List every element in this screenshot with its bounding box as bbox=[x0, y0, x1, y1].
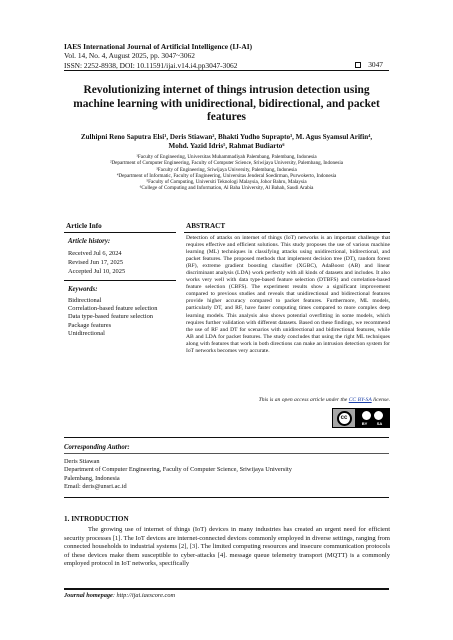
abstract-rule bbox=[184, 232, 390, 233]
introduction-heading: 1. INTRODUCTION bbox=[64, 515, 129, 523]
corresponding-rule-top bbox=[64, 437, 389, 438]
keyword-item: Correlation-based feature selection bbox=[68, 305, 158, 313]
header-divider bbox=[64, 70, 389, 71]
license-text: This is an open access article under the bbox=[258, 397, 348, 403]
abstract-heading: ABSTRACT bbox=[186, 222, 226, 230]
affiliation-5: ⁵Faculty of Computing, Universiti Teknologi Malaysia, Johor Bahru, Malaysia bbox=[146, 179, 307, 185]
square-icon bbox=[355, 62, 361, 68]
article-history-title: Article history: bbox=[68, 238, 111, 245]
article-info-rule bbox=[64, 232, 176, 233]
volume-line: Vol. 14, No. 4, August 2025, pp. 3047~3062 bbox=[64, 51, 195, 61]
keyword-item: Package features bbox=[68, 321, 112, 329]
introduction-body bbox=[64, 526, 390, 569]
page-number: 3047 bbox=[368, 60, 383, 69]
affiliation-6: ⁶College of Computing and Information, Al Baha University, Al Bahah, Saudi Arabia bbox=[139, 185, 314, 192]
corresponding-dept: Department of Computer Engineering, Faculty of Computer Science, Sriwijaya University bbox=[64, 466, 292, 474]
affiliation-3: ³Faculty of Engineering, Sriwijaya University, Palembang, Indonesia bbox=[156, 166, 297, 173]
keyword-item: Data type-based feature selection bbox=[68, 313, 153, 321]
footer-rule bbox=[64, 588, 389, 590]
history-divider bbox=[64, 280, 176, 281]
keyword-item: Unidirectional bbox=[68, 329, 105, 337]
affiliation-2: ²Department of Computer Engineering, Faculty of Computer Science, Sriwijaya University, Palembang, Indonesia bbox=[109, 160, 344, 167]
corresponding-details bbox=[64, 458, 292, 491]
corresponding-city: Palembang, Indonesia bbox=[64, 474, 120, 482]
badge-by-label: BY bbox=[361, 421, 368, 426]
corresponding-rule-bottom bbox=[64, 497, 389, 498]
footer-label: Journal homepage bbox=[64, 592, 113, 599]
corresponding-email: Email: deris@unsri.ac.id bbox=[64, 482, 127, 490]
affiliations bbox=[70, 154, 383, 192]
person-icon bbox=[362, 411, 371, 420]
badge-sa-label: SA bbox=[376, 421, 383, 426]
corresponding-heading: Corresponding Author: bbox=[64, 444, 130, 451]
affiliation-1: ¹Faculty of Engineering, Universitas Muhammadiyah Palembang, Palembang, Indonesia bbox=[136, 154, 317, 160]
accepted-date: Accepted Jul 10, 2025 bbox=[68, 267, 126, 275]
cc-icon: cc bbox=[337, 411, 352, 426]
license-end: license. bbox=[373, 397, 390, 403]
received-date: Received Jul 6, 2024 bbox=[68, 250, 122, 257]
article-info-heading: Article Info bbox=[66, 222, 102, 230]
license-line bbox=[186, 397, 390, 403]
article-history bbox=[68, 250, 125, 276]
authors-line-1: Zulhipni Reno Saputra Elsi¹, Deris Stiawan², Bhakti Yudho Suprapto³, M. Agus Syamsul Arifin⁴, bbox=[80, 133, 373, 141]
keywords-title: Keywords: bbox=[68, 286, 98, 293]
issn-line: ISSN: 2252-8938, DOI: 10.11591/ijai.v14.i4.pp3047-3062 bbox=[64, 60, 238, 70]
keyword-item: Bidirectional bbox=[68, 297, 102, 304]
license-link[interactable]: CC BY-SA bbox=[348, 397, 372, 403]
authors bbox=[74, 133, 379, 152]
cc-by-sa-badge[interactable] bbox=[332, 408, 390, 428]
abstract-text: Detection of attacks on internet of things (IoT) networks is an important challenge that requires effective and efficient solutions. This study proposes the use of various machine learning (ML) techniques in classifying attacks using unidirectional, bidirectional, and packet features. The proposed methods that implement decision tree (DT), random forest (RF), extreme gradient boosting classifier (XGBC), AdaBoost (AB) and linear discriminant analysis (LDA) work perfectly with all kinds of datasets and includes. It also works very well with data type-based feature selection (DTBFS) and correlation-based feature selection (CBFS). The experiment results show a significant improvement compared to previous studies and reveals that unidirectional and bidirectional features provide higher accuracy compared to packet features. Furthermore, ML models, particularly DT, and RF, have faster computing times compared to more complex deep learning models. This analysis also shows potential overfitting in some models, which requires further validation with different datasets. Based on these findings, we recommend the use of RF and DT for scenarios with unidirectional and bidirectional features, while AB and LDA for packet features. The study concludes that using the right ML techniques along with features that work in both directions can make an intrusion detection system for IoT networks becomes very accurate. bbox=[186, 235, 390, 354]
authors-line-2: Mohd. Yazid Idris⁵, Rahmat Budiarto⁶ bbox=[168, 142, 285, 151]
footer-url[interactable]: : http://ijai.iaescore.com bbox=[112, 592, 176, 599]
corresponding-rule-mid bbox=[64, 453, 389, 454]
journal-title: IAES International Journal of Artificial Intelligence (IJ-AI) bbox=[64, 42, 253, 51]
keywords-list bbox=[68, 297, 157, 338]
introduction-paragraph: The growing use of internet of things (IoT) devices in many industries has created an urgent need for efficient security processes [1]. The IoT devices are internet-connected devices commonly employed in diverse settings, ranging from connected households to industrial systems [2], [3]. The limited computing resources and insecure communication protocols of these devices make them susceptible to cyber-attacks [4]. message queue telemetry transport (MQTT) is a commonly employed protocol in IoT networks, specifically bbox=[64, 526, 390, 568]
page-number-box bbox=[355, 60, 383, 69]
revised-date: Revised Jun 17, 2025 bbox=[68, 258, 124, 266]
journal-header bbox=[64, 42, 252, 70]
footer bbox=[64, 592, 175, 599]
share-alike-icon bbox=[374, 411, 383, 420]
paper-title: Revolutionizing internet of things intrusion detection using machine learning with unidirectional, bidirectional, and packet features bbox=[73, 84, 380, 124]
corresponding-name: Deris Stiawan bbox=[64, 458, 100, 465]
affiliation-4: ⁴Department of Informatic, Faculty of Engineering, Universitas Jenderal Soedirman, Purwokerto, Indonesia bbox=[116, 172, 337, 179]
